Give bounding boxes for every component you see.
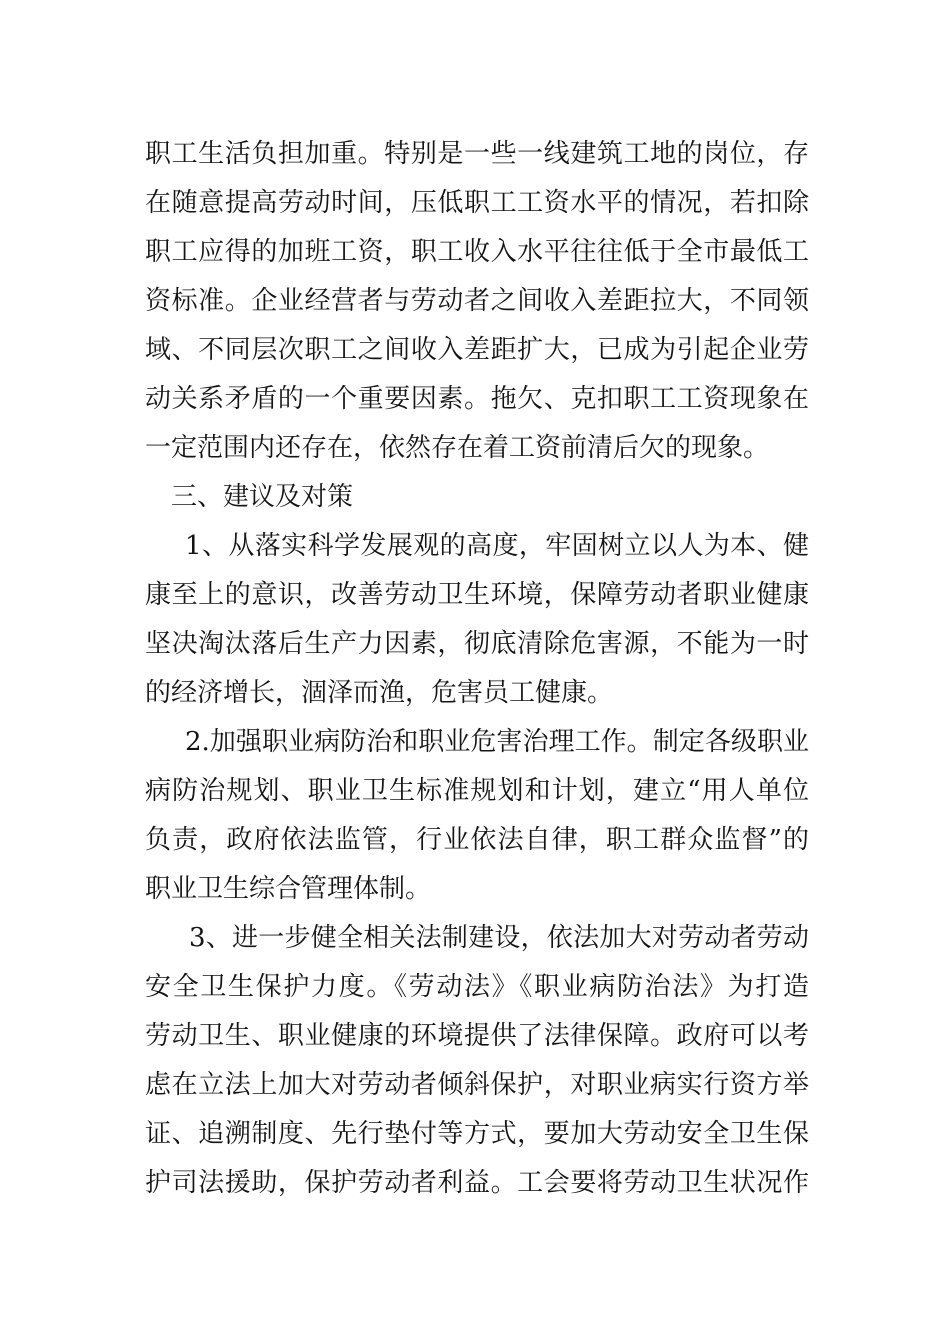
section-heading [145,473,809,522]
paragraph-item-1 [145,522,809,718]
paragraph-item-3 [145,914,809,1208]
text-line: 职工生活负担加重。特别是一些一线建筑工地的岗位，存 [145,139,809,169]
text-line: 资标准。企业经营者与劳动者之间收入差距拉大，不同领 [145,286,809,316]
paragraph-item-2 [145,718,809,914]
text-line: 职工应得的加班工资，职工收入水平往往低于全市最低工 [145,237,809,267]
text-line: 护司法援助，保护劳动者利益。工会要将劳动卫生状况作 [145,1168,809,1198]
text-line: 2.加强职业病防治和职业危害治理工作。制定各级职业 [185,727,809,757]
text-line: 职业卫生综合管理体制。 [145,874,432,904]
text-line: 负责，政府依法监管，行业依法自律，职工群众监督”的 [145,825,809,855]
text-line: 劳动卫生、职业健康的环境提供了法律保障。政府可以考 [145,1021,809,1051]
body-text [145,130,809,1208]
text-line: 康至上的意识，改善劳动卫生环境，保障劳动者职业健康 [145,580,809,610]
text-line: 坚决淘汰落后生产力因素，彻底清除危害源，不能为一时 [145,629,809,659]
text-line: 1、从落实科学发展观的高度，牢固树立以人为本、健 [185,531,809,561]
text-line: 证、追溯制度、先行垫付等方式，要加大劳动安全卫生保 [145,1119,809,1149]
text-line: 一定范围内还存在，依然存在着工资前清后欠的现象。 [145,433,770,463]
text-line: 域、不同层次职工之间收入差距扩大，已成为引起企业劳 [145,335,809,365]
text-line: 在随意提高劳动时间，压低职工工资水平的情况，若扣除 [145,188,809,218]
paragraph-income-gap [145,130,809,473]
text-line: 的经济增长，涸泽而渔，危害员工健康。 [145,678,614,708]
text-line: 安全卫生保护力度。《劳动法》《职业病防治法》为打造 [145,972,809,1002]
text-line: 虑在立法上加大对劳动者倾斜保护，对职业病实行资方举 [145,1070,809,1100]
text-line: 动关系矛盾的一个重要因素。拖欠、克扣职工工资现象在 [145,384,809,414]
text-line: 病防治规划、职业卫生标准规划和计划，建立“用人单位 [145,776,809,806]
section-heading-text: 三、建议及对策 [171,482,354,512]
text-line: 3、进一步健全相关法制建设，依法加大对劳动者劳动 [189,923,809,953]
